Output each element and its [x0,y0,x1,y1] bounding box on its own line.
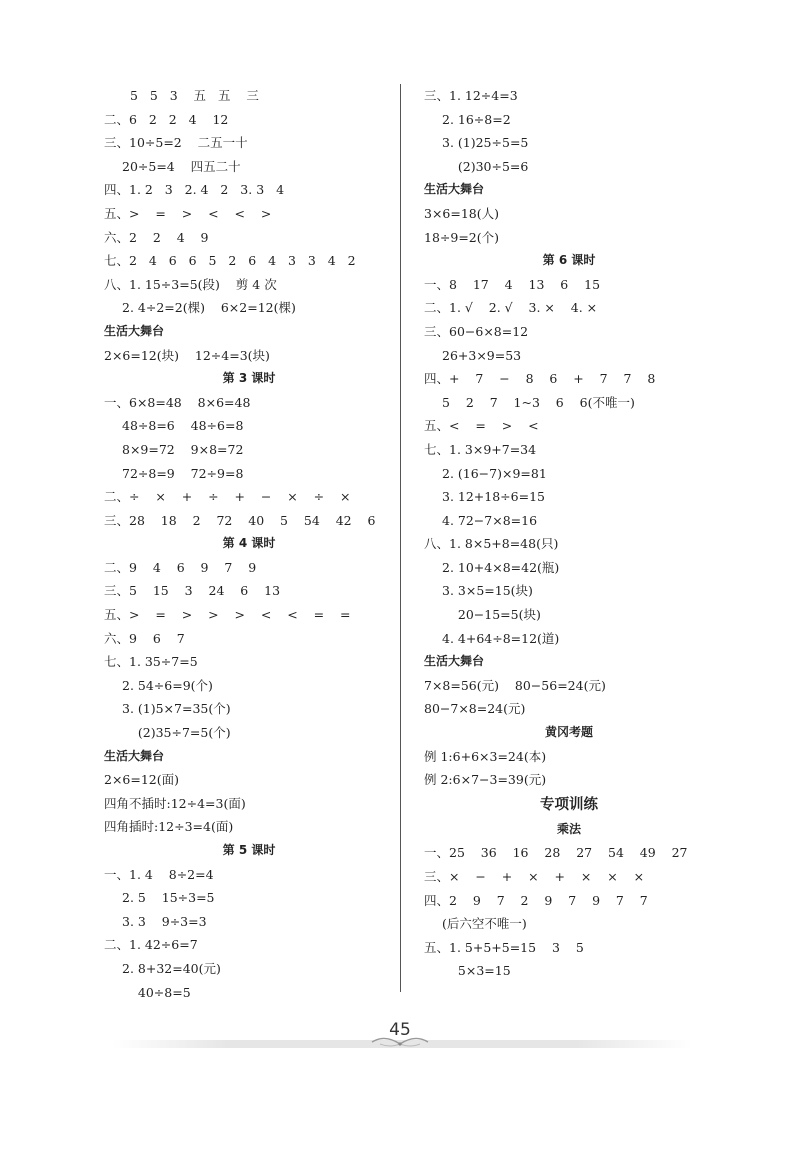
answer-line: 3. (1)25÷5=5 [442,135,529,151]
answer-line: 二、9 4 6 9 7 9 [104,559,257,575]
section-heading: 乘法 [556,821,581,836]
subsection-label: 生活大舞台 [104,323,165,338]
right-answer-column [424,84,714,983]
answer-line: 20−15=5(块) [442,607,541,623]
answer-line: 18÷9=2(个) [424,229,500,245]
section-heading: 第 4 课时 [222,536,276,551]
answer-line: 2. 5 15÷3=5 [122,890,215,906]
answer-line: 2. (16−7)×9=81 [442,465,547,481]
answer-line: 2×6=12(块) 12÷4=3(块) [104,347,270,363]
answer-line: 八、1. 15÷3=5(段) 剪 4 次 [104,276,277,292]
answer-line: 一、6×8=48 8×6=48 [104,394,251,410]
answer-line: 80−7×8=24(元) [424,701,526,717]
answer-line: 3×6=18(人) [424,205,500,221]
answer-line: 七、1. 3×9+7=34 [424,441,537,457]
answer-line: 26+3×9=53 [442,347,522,363]
answer-line: 七、2 4 6 6 5 2 6 4 3 3 4 2 [104,253,356,269]
answer-line: (后六空不唯一) [442,916,527,932]
answer-line: 2. 54÷6=9(个) [122,677,213,693]
answer-line: 5×3=15 [442,963,511,979]
answer-line: 一、25 36 16 28 27 54 49 27 [424,845,688,861]
page-number: 45 [389,1020,411,1040]
answer-line: 48÷8=6 48÷6=8 [122,418,244,434]
page-footer [0,1012,800,1062]
answer-line: (2)30÷5=6 [442,158,529,174]
answer-line: 2. 8+32=40(元) [122,960,221,976]
answer-line: 7×8=56(元) 80−56=24(元) [424,677,606,693]
answer-line: 二、1. √ 2. √ 3. × 4. × [424,300,598,316]
answer-line: 三、× − + × + × × × [424,869,645,884]
answer-line: 五、> = > < < > [104,205,272,221]
answer-line: 七、1. 35÷7=5 [104,654,198,670]
answer-line: 3. (1)5×7=35(个) [122,701,231,717]
answer-line: 三、1. 12÷4=3 [424,88,518,103]
answer-line: 三、10÷5=2 二五一十 [104,135,248,151]
answer-line: 四角不插时:12÷4=3(面) [104,795,246,811]
answer-line: 4. 4+64÷8=12(道) [442,630,560,646]
answer-line: 5 5 3 五 五 三 [122,88,259,103]
subsection-label: 生活大舞台 [104,748,165,763]
subsection-label: 生活大舞台 [424,182,485,197]
answer-line: 3. 3×5=15(块) [442,583,533,599]
subsection-label: 生活大舞台 [424,654,485,669]
answer-line: 20÷5=4 四五二十 [122,158,241,174]
answer-line: 8×9=72 9×8=72 [122,441,244,457]
answer-line: 五、1. 5+5+5=15 3 5 [424,939,584,955]
answer-line: 40÷8=5 [122,984,191,1000]
answer-line: 二、6 2 2 4 12 [104,111,229,127]
column-divider [400,84,401,992]
answer-line: 2×6=12(面) [104,772,180,788]
answer-line: 四、1. 2 3 2. 4 2 3. 3 4 [104,182,285,198]
answer-line: 三、60−6×8=12 [424,323,529,339]
answer-line: 五、> = > > > < < = = [104,607,351,623]
answer-line: 四角插时:12÷3=4(面) [104,819,234,835]
answer-line: 5 2 7 1~3 6 6(不唯一) [442,394,635,410]
answer-line: 2. 10+4×8=42(瓶) [442,559,560,575]
answer-line: 3. 12+18÷6=15 [442,489,545,505]
answer-line: 2. 4÷2=2(棵) 6×2=12(棵) [122,300,296,316]
answer-line: 四、+ 7 − 8 6 + 7 7 8 [424,371,656,387]
answer-line: 六、9 6 7 [104,630,185,646]
section-heading: 黄冈考题 [544,725,593,740]
answer-line: 八、1. 8×5+8=48(只) [424,536,559,552]
section-heading: 专项训练 [540,796,598,813]
answer-line: 72÷8=9 72÷9=8 [122,465,244,481]
answer-line: 六、2 2 4 9 [104,229,209,245]
section-heading: 第 6 课时 [542,253,596,268]
answer-line: 四、2 9 7 2 9 7 9 7 7 [424,892,648,908]
answer-line: 2. 16÷8=2 [442,111,511,127]
answer-line: 一、1. 4 8÷2=4 [104,866,214,882]
section-heading: 第 5 课时 [222,843,276,857]
section-heading: 第 3 课时 [222,371,276,386]
answer-line: 例 2:6×7−3=39(元) [424,772,547,788]
answer-line: 三、28 18 2 72 40 5 54 42 6 [104,512,376,528]
answer-line: 三、5 15 3 24 6 13 [104,583,281,599]
answer-line: 五、< = > < [424,418,539,434]
answer-line: 二、1. 42÷6=7 [104,937,198,953]
answer-line: 例 1:6+6×3=24(本) [424,748,547,764]
left-answer-column [104,84,394,1004]
answer-line: 一、8 17 4 13 6 15 [424,276,601,292]
answer-line: 3. 3 9÷3=3 [122,913,207,929]
answer-line: 二、÷ × + ÷ + − × ÷ × [104,489,351,505]
answer-line: 4. 72−7×8=16 [442,512,538,528]
answer-line: (2)35÷7=5(个) [122,725,231,741]
